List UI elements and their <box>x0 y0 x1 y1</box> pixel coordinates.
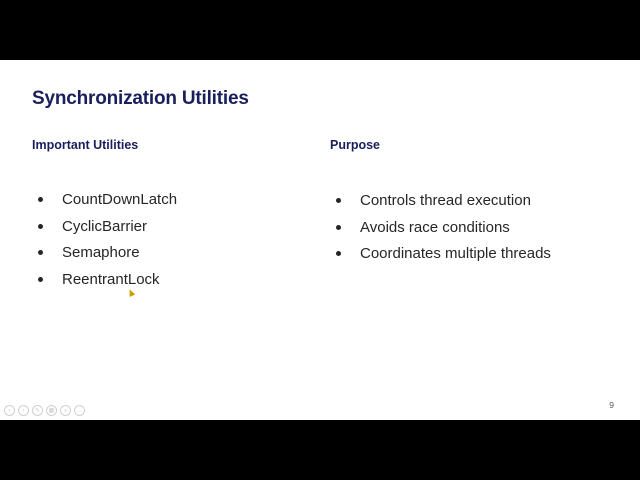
list-item <box>38 239 177 266</box>
bullet-icon <box>38 250 43 255</box>
list-item <box>38 266 177 293</box>
list-item <box>38 213 177 240</box>
list-item-label: Semaphore <box>62 244 140 262</box>
bullet-icon <box>38 197 43 202</box>
list-item-label: Avoids race conditions <box>360 218 510 236</box>
list-item <box>336 214 551 241</box>
slides-grid-icon[interactable]: ▦ <box>46 405 57 416</box>
bullet-icon <box>336 251 341 256</box>
list-item-label: Controls thread execution <box>360 191 531 209</box>
bullet-icon <box>336 225 341 230</box>
slideshow-controls <box>4 405 85 416</box>
list-item-label: Coordinates multiple threads <box>360 245 551 263</box>
next-slide-icon[interactable]: › <box>18 405 29 416</box>
pen-icon[interactable]: ✎ <box>32 405 43 416</box>
page-number: 9 <box>609 400 614 410</box>
bullet-icon <box>38 277 43 282</box>
left-column-heading: Important Utilities <box>32 138 139 152</box>
purpose-list <box>336 187 551 267</box>
previous-slide-icon[interactable]: ‹ <box>4 405 15 416</box>
bullet-icon <box>38 224 43 229</box>
slide-title: Synchronization Utilities <box>32 88 249 109</box>
utilities-list <box>38 186 177 293</box>
list-item <box>336 187 551 214</box>
right-column-heading: Purpose <box>330 138 381 152</box>
list-item-label: CountDownLatch <box>62 190 178 208</box>
bullet-icon <box>336 198 341 203</box>
list-item <box>38 186 177 213</box>
more-options-icon[interactable]: … <box>74 405 85 416</box>
presentation-slide <box>0 60 640 420</box>
list-item-label: CyclicBarrier <box>62 217 148 235</box>
zoom-icon[interactable]: ⌕ <box>60 405 71 416</box>
list-item <box>336 240 551 267</box>
list-item-label: ReentrantLock <box>62 270 160 288</box>
